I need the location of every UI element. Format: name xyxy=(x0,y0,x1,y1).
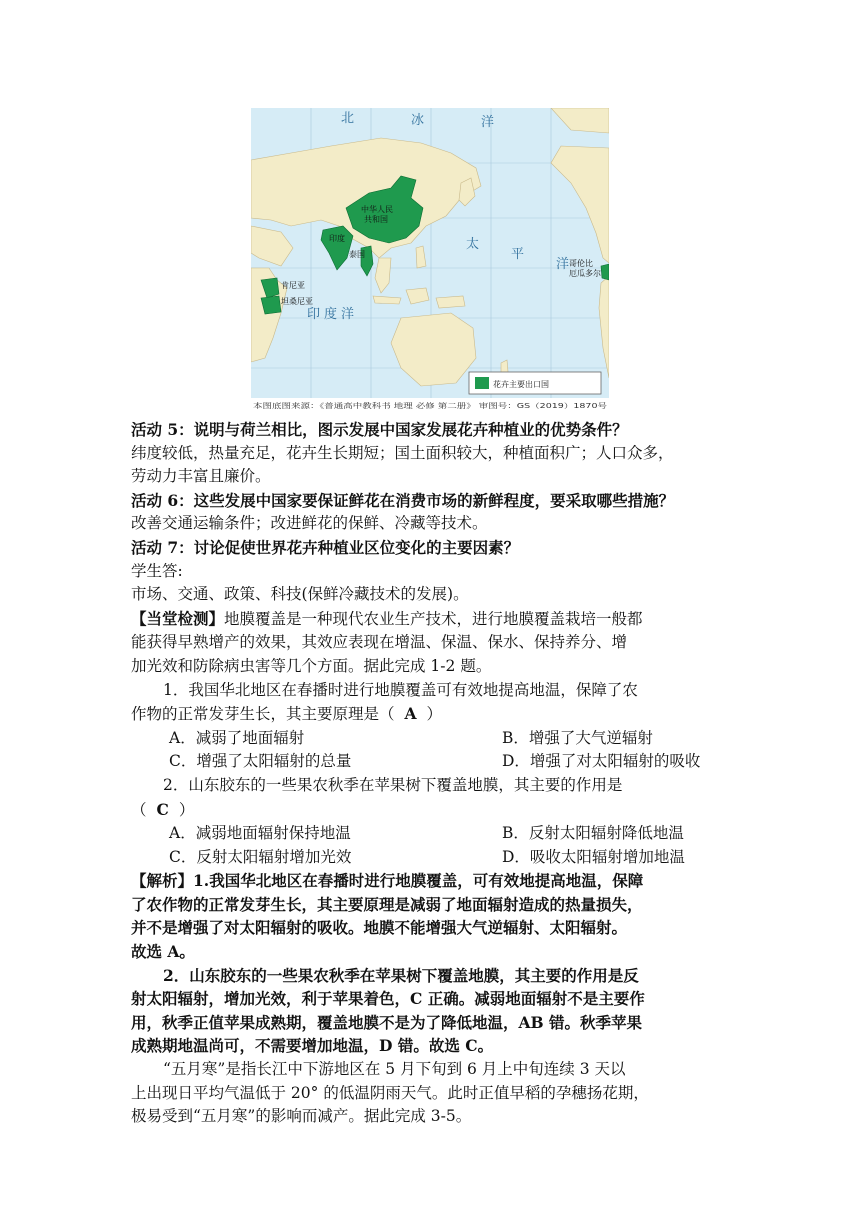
analysis-line-3: 并不是增强了对太阳辐射的吸收。地膜不能增强大气逆辐射、太阳辐射。 xyxy=(131,918,628,938)
q1-answer: A xyxy=(404,704,417,724)
activity-5-answer-1: 纬度较低，热量充足，花卉生长期短；国土面积较大，种植面积广；人口众多， xyxy=(131,443,674,462)
q1-stem-1: 1．我国华北地区在春播时进行地膜覆盖可有效地提高地温，保障了农 xyxy=(163,680,638,699)
ocean-pacific-label-3: 洋 xyxy=(556,257,570,272)
q2-option-a: A．减弱地面辐射保持地温 xyxy=(169,824,351,843)
china-label-1: 中华人民 xyxy=(361,205,393,214)
wuyue-line-1: “五月寒”是指长江中下游地区在 5 月下旬到 6 月上中旬连续 3 天以 xyxy=(163,1060,626,1079)
thailand-label: 泰国 xyxy=(349,250,365,259)
check-tag: 【当堂检测】 xyxy=(131,608,225,628)
ocean-indian-label: 印度洋 xyxy=(307,307,359,322)
q1-option-a: A．减弱了地面辐射 xyxy=(169,728,305,747)
colombia-label-1: 哥伦比 xyxy=(569,259,593,268)
q2-answer: C xyxy=(156,799,169,819)
document-body xyxy=(131,418,731,1129)
q2-option-c: C．反射太阳辐射增加光效 xyxy=(169,847,352,866)
activity-7-answer-2: 市场、交通、政策、科技(保鲜冷藏技术的发展)。 xyxy=(131,585,469,604)
analysis-line-1: 【解析】1.我国华北地区在春播时进行地膜覆盖，可有效地提高地温，保障 xyxy=(131,871,644,891)
india-label: 印度 xyxy=(329,234,345,243)
kenya-label: 肯尼亚 xyxy=(281,281,305,290)
analysis-line-5: 2．山东胶东的一些果农秋季在苹果树下覆盖地膜，其主要的作用是反 xyxy=(163,965,639,985)
q2-stem-2: （ C ） xyxy=(131,798,731,823)
q2-options-row-2 xyxy=(131,846,731,870)
q2-options-row-1 xyxy=(131,822,731,846)
colombia-shape xyxy=(601,264,609,280)
ocean-pacific-label-2: 平 xyxy=(511,247,525,262)
activity-6-question: 活动 6：这些发展中国家要保证鲜花在消费市场的新鲜程度，要采取哪些措施？ xyxy=(131,490,675,510)
activity-5-question: 活动 5：说明与荷兰相比，图示发展中国家发展花卉种植业的优势条件？ xyxy=(131,420,628,439)
analysis-line-2: 了农作物的正常发芽生长，其主要原理是减弱了地面辐射造成的热量损失， xyxy=(131,894,643,914)
q1-options-row-2 xyxy=(131,750,731,774)
q2-option-d: D．吸收太阳辐射增加地温 xyxy=(502,847,685,866)
analysis-line-7: 用，秋季正值苹果成熟期，覆盖地膜不是为了降低地温，AB 错。秋季苹果 xyxy=(131,1012,643,1032)
legend-label: 花卉主要出口国 xyxy=(493,380,549,389)
flower-export-map xyxy=(251,108,609,412)
colombia-label-2: 厄瓜多尔 xyxy=(569,269,601,278)
wuyue-line-2: 上出现日平均气温低于 20° 的低温阴雨天气。此时正值早稻的孕穗扬花期， xyxy=(131,1083,649,1102)
ocean-arctic-label-2: 冰 xyxy=(411,113,425,128)
analysis-line-4: 故选 A。 xyxy=(131,942,195,962)
q2-stem-1: 2．山东胶东的一些果农秋季在苹果树下覆盖地膜，其主要的作用是 xyxy=(163,775,623,794)
ocean-pacific-label-1: 太 xyxy=(466,237,480,252)
map-source: 本图底图来源：《普通高中教科书 地理 必修 第二册》 审图号：GS（2019）1870号 xyxy=(253,402,514,410)
check-intro-line-1: 【当堂检测】地膜覆盖是一种现代农业生产技术，进行地膜覆盖栽培一般都 xyxy=(131,608,643,628)
map-legend xyxy=(469,372,601,394)
activity-6-answer: 改善交通运输条件；改进鲜花的保鲜、冷藏等技术。 xyxy=(131,514,488,533)
china-label-2: 共和国 xyxy=(364,215,388,224)
tanzania-label: 坦桑尼亚 xyxy=(281,297,313,306)
analysis-tag: 【解析】 xyxy=(131,871,194,891)
check-intro-line-3: 加光效和防除病虫害等几个方面。据此完成 1-2 题。 xyxy=(131,656,492,675)
ocean-arctic-label-1: 北 xyxy=(341,111,355,126)
q1-option-d: D．增强了对太阳辐射的吸收 xyxy=(502,752,701,771)
activity-5-answer-2: 劳动力丰富且廉价。 xyxy=(131,467,271,486)
activity-7-answer-1: 学生答: xyxy=(131,561,183,580)
analysis-line-8: 成熟期地温尚可，不需要增加地温，D 错。故选 C。 xyxy=(131,1036,494,1056)
ocean-arctic-label-3: 洋 xyxy=(481,115,495,130)
q2-option-b: B．反射太阳辐射降低地温 xyxy=(502,824,684,843)
activity-7-question: 活动 7：讨论促使世界花卉种植业区位变化的主要因素？ xyxy=(131,537,520,557)
check-intro-line-2: 能获得早熟增产的效果，其效应表现在增温、保温、保水、保持养分、增 xyxy=(131,633,628,652)
q1-options-row-1 xyxy=(131,727,731,751)
wuyue-line-3: 极易受到“五月寒”的影响而减产。据此完成 3-5。 xyxy=(131,1107,472,1126)
q1-option-b: B．增强了大气逆辐射 xyxy=(502,728,653,747)
analysis-line-6: 射太阳辐射，增加光效，利于苹果着色，C 正确。减弱地面辐射不是主要作 xyxy=(131,989,645,1009)
q1-stem-2: 作物的正常发芽生长，其主要原理是（ A ） xyxy=(131,702,731,727)
q1-option-c: C．增强了太阳辐射的总量 xyxy=(169,752,352,771)
